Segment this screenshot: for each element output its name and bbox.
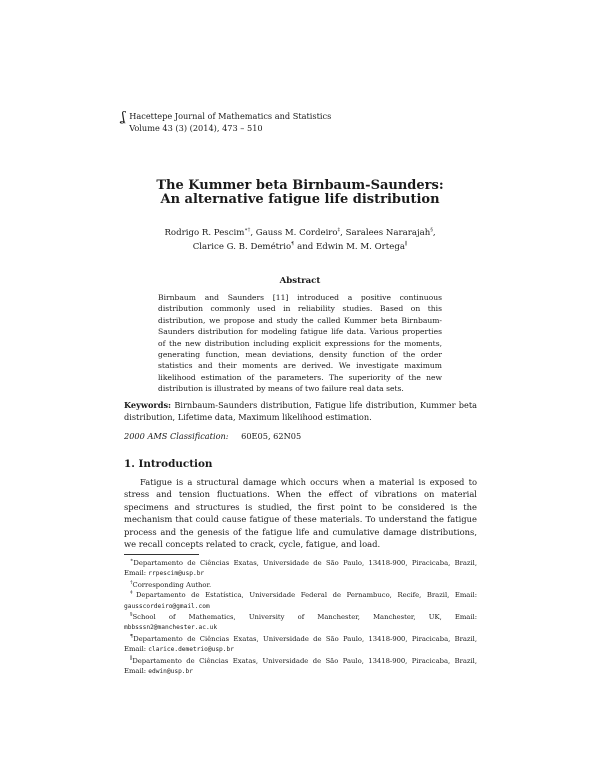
- footnote-mark: ∥: [130, 655, 133, 662]
- author-name: Edwin M. M. Ortega: [315, 242, 405, 252]
- title-line-1: The Kummer beta Birnbaum-Saunders:: [156, 178, 444, 193]
- abstract-heading: Abstract: [279, 276, 321, 286]
- author-line-1: [110, 226, 490, 240]
- section-heading: 1. Introduction: [124, 458, 213, 470]
- footnote-email: mbbsssn2@manchester.ac.uk: [124, 624, 218, 632]
- footnote-mark: ¶: [130, 633, 134, 640]
- ams-label: 2000 AMS Classification:: [124, 431, 229, 441]
- footnote-text: Corresponding Author.: [132, 580, 212, 589]
- footnote-email: rrpescim@usp.br: [148, 570, 205, 578]
- footnote-email: gausscordeiro@gmail.com: [124, 602, 210, 610]
- keywords-text: Birnbaum-Saunders distribution, Fatigue life distribution, Kummer beta distribution, Lifetime data, Maximum likelihood estimation.: [124, 400, 478, 422]
- keywords: [124, 399, 477, 423]
- footnote: [124, 580, 477, 590]
- footnote: [124, 558, 477, 580]
- author-mark: ‡: [337, 227, 341, 234]
- abstract-text: Birnbaum and Saunders [11] introduced a positive continuous distribution commonly used in reliability studies. Based on this distribution, we propose and study the called Kummer beta Birnbaum-Saunders distribution for modeling fatigue life data. Various properties of the new distribution including explicit expressions for the moments, generating function, mean deviations, density function of the order statistics and their moments are derived. We investigate maximum likelihood estimation of the parameters. The superiority of the new distribution is illustrated by means of two failure real data sets.: [158, 293, 442, 394]
- ams-codes: 60E05, 62N05: [241, 431, 302, 441]
- author-separator: ,: [340, 228, 346, 238]
- author-mark: ∗†: [244, 227, 251, 234]
- section-body: Fatigue is a structural damage which occurs when a material is exposed to stress and tension fluctuations. When the effect of vibrations on material specimens and structures is studied, the first point to be considered is the mechanism that could cause fatigue of these materials. To understand the fatigue process and the genesis of the fatigue life and cumulative damage distributions, we recall concepts related to crack, cycle, fatigue, and load.: [124, 477, 477, 550]
- footnote-mark: †: [130, 579, 133, 586]
- journal-volume: Volume 43 (3) (2014), 473 – 510: [129, 123, 263, 133]
- ams-classification: [124, 430, 477, 442]
- author-list: [110, 226, 490, 254]
- author-name: Rodrigo R. Pescim: [164, 228, 245, 238]
- footnote-text: Departamento de Ciências Exatas, Universidade de São Paulo, 13418-900, Piracicaba, Brazil, Email:: [124, 634, 477, 654]
- footnote: [124, 612, 477, 634]
- footnote-mark: ∗: [130, 557, 134, 564]
- author-separator: ,: [250, 228, 256, 238]
- footnote-email: clarice.demetrio@usp.br: [148, 646, 234, 654]
- footnote-email: edwin@usp.br: [148, 668, 193, 676]
- author-mark: ∥: [404, 241, 408, 248]
- author-name: Gauss M. Cordeiro: [255, 228, 338, 238]
- journal-name: Hacettepe Journal of Mathematics and Statistics: [129, 111, 332, 121]
- footnote: [124, 634, 477, 656]
- footnote-divider: [124, 554, 199, 555]
- author-conjunction: and: [294, 242, 316, 252]
- footnote-mark: §: [130, 611, 133, 618]
- footnote-text: Departamento de Ciências Exatas, Universidade de São Paulo, 13418-900, Piracicaba, Brazil, Email:: [124, 656, 477, 676]
- author-separator: ,: [432, 228, 436, 238]
- keywords-label: Keywords:: [124, 400, 172, 410]
- footnotes: [124, 558, 477, 677]
- footnote: [124, 656, 477, 678]
- footnote-text: School of Mathematics, University of Manchester, Manchester, UK, Email:: [132, 613, 477, 622]
- author-name: Saralees Nararajah: [345, 228, 431, 238]
- footnote-text: Departamento de Estatística, Universidade Federal de Pernambuco, Recife, Brazil, Email:: [135, 591, 477, 600]
- author-mark: ¶: [291, 241, 295, 248]
- author-name: Clarice G. B. Demétrio: [192, 242, 292, 252]
- author-mark: §: [430, 227, 433, 234]
- journal-logo-icon: ʆ: [121, 110, 126, 125]
- journal-header: [121, 110, 331, 134]
- footnote-text: Departamento de Ciências Exatas, Universidade de São Paulo, 13418-900, Piracicaba, Brazil, Email:: [124, 559, 477, 578]
- footnote-mark: ‡: [130, 589, 136, 596]
- paper-title: [110, 179, 490, 207]
- title-line-2: An alternative fatigue life distribution: [160, 192, 440, 207]
- footnote: [124, 590, 477, 612]
- author-line-2: [110, 240, 490, 254]
